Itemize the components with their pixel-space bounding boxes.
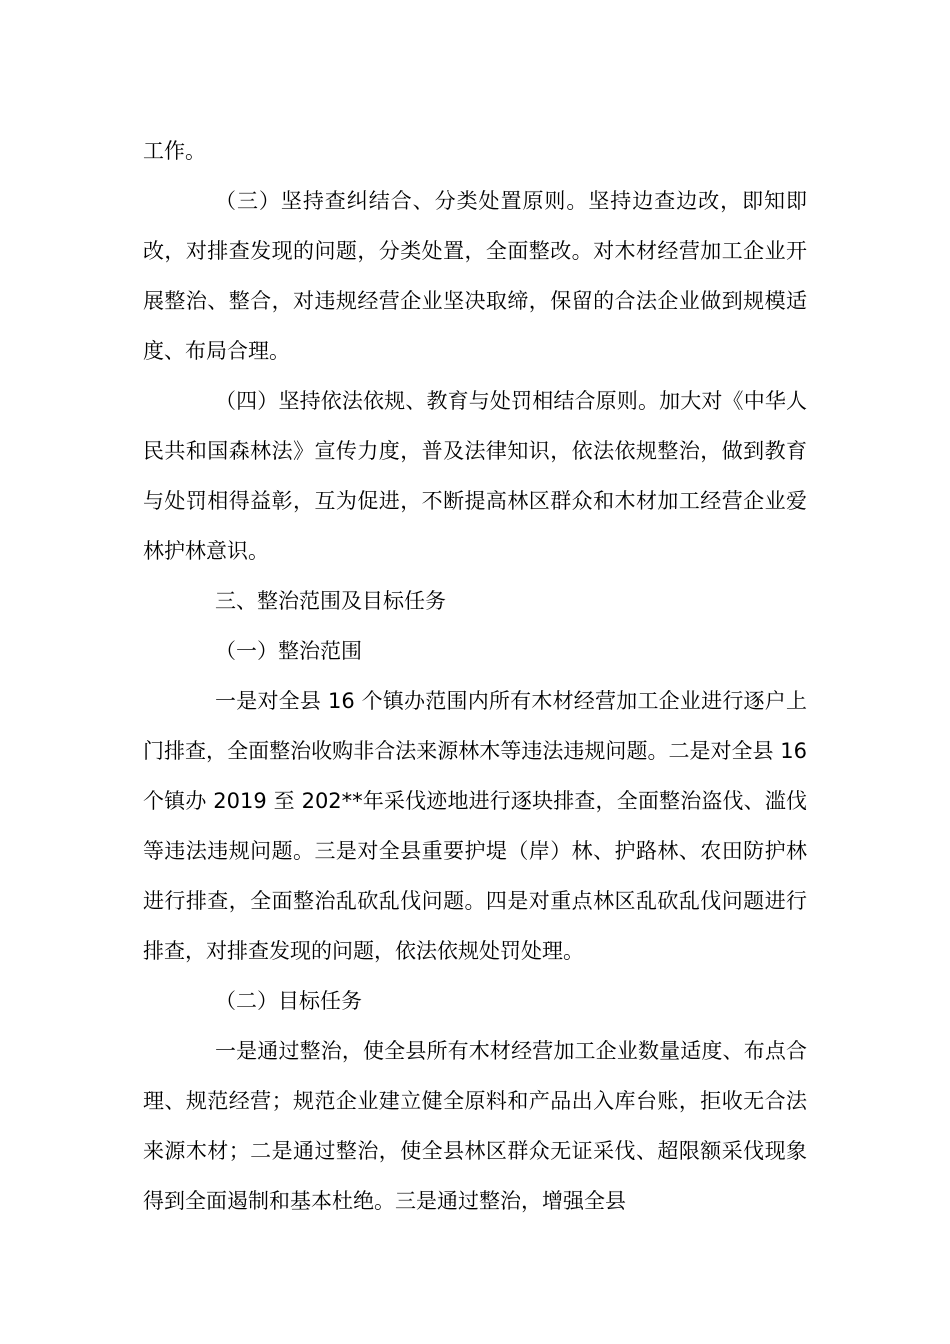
paragraph-continuation: 工作。 [143,139,206,163]
document-body [143,126,807,1226]
section-heading-scope-targets: 三、整治范围及目标任务 [215,589,446,613]
subheading-scope: （一）整治范围 [215,639,362,663]
paragraph-targets: 一是通过整治，使全县所有木材经营加工企业数量适度、布点合理、规范经营；规范企业建立健全原料和产品出入库台账，拒收无合法来源木材；二是通过整治，使全县林区群众无证采伐、超限额采伐现象得到全面遏制和基本杜绝。三是通过整治，增强全县 [143,1039,807,1213]
subheading-targets: （二）目标任务 [215,989,362,1013]
paragraph-principle-4: （四）坚持依法依规、教育与处罚相结合原则。加大对《中华人民共和国森林法》宣传力度，普及法律知识，依法依规整治，做到教育与处罚相得益彰，互为促进，不断提高林区群众和木材加工经营企业爱林护林意识。 [143,389,807,563]
paragraph-scope: 一是对全县 16 个镇办范围内所有木材经营加工企业进行逐户上门排查，全面整治收购非合法来源林木等违法违规问题。二是对全县 16 个镇办 2019 至 202**年采伐迹地进行逐块排查，全面整治盗伐、滥伐等违法违规问题。三是对全县重要护堤（岸）林、护路林、农田防护林进行排查，全面整治乱砍乱伐问题。四是对重点林区乱砍乱伐问题进行排查，对排查发现的问题，依法依规处罚处理。 [143,689,807,963]
paragraph-principle-3: （三）坚持查纠结合、分类处置原则。坚持边查边改，即知即改，对排查发现的问题，分类处置，全面整改。对木材经营加工企业开展整治、整合，对违规经营企业坚决取缔，保留的合法企业做到规模适度、布局合理。 [143,189,807,363]
